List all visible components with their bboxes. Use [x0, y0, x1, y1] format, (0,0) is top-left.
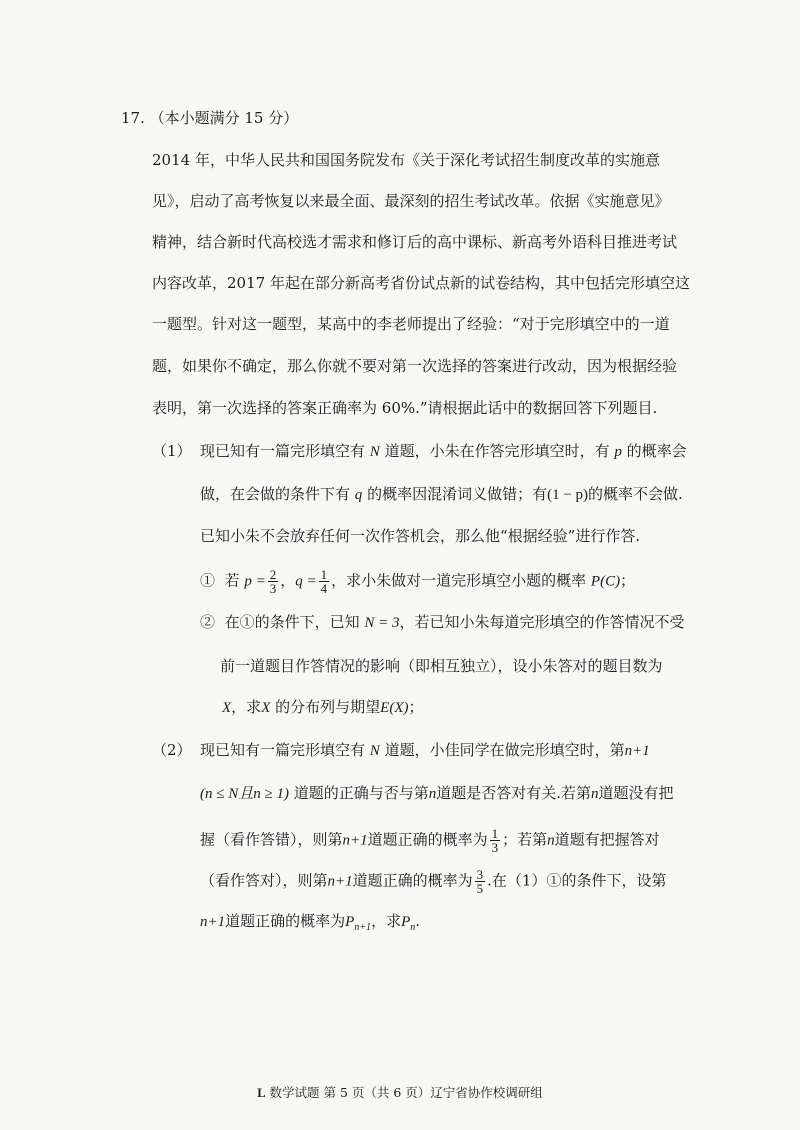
math-expr: E(X)	[380, 700, 409, 716]
problem-header: 17. （本小题满分 15 分）	[121, 109, 299, 127]
math-expr: (1 − p)	[547, 487, 589, 503]
part-2-line-2	[200, 783, 674, 804]
part-2-label: （2）	[152, 741, 192, 759]
numerator: 1	[320, 567, 328, 582]
math-expr: n+1	[200, 914, 226, 930]
text: ；	[408, 698, 424, 716]
part-2-line-3	[200, 827, 660, 854]
var-p: p	[614, 444, 622, 460]
var-N: N	[369, 743, 380, 759]
part-1-label: （1）	[152, 442, 192, 460]
text: ，若已知小朱每道完形填空的作答情况不受	[399, 613, 685, 631]
text: 道题正确的概率为	[225, 912, 346, 930]
subscript: n	[410, 922, 416, 933]
var-n: n	[591, 786, 599, 802]
part-1-line-1	[200, 441, 687, 462]
text: .	[415, 912, 421, 930]
numerator: 3	[476, 867, 484, 882]
circled-marker: ②	[200, 613, 216, 631]
text: .在（1）①的条件下，设第	[487, 871, 667, 890]
page-footer	[0, 1083, 800, 1101]
math-expr: n+1	[327, 873, 353, 890]
text: 道题有把握答对	[554, 830, 660, 849]
var-n: n	[547, 832, 555, 849]
sub-question-1	[200, 568, 635, 595]
text: 道题是否答对有关.若第	[436, 784, 592, 802]
intro-line: 2014 年，中华人民共和国国务院发布《关于深化考试招生制度改革的实施意	[152, 151, 660, 169]
math-expr: P(C)	[590, 573, 621, 590]
part-1-line-2	[200, 484, 683, 505]
text: 道题没有把	[598, 784, 674, 802]
intro-line: 题，如果你不确定，那么你就不要对第一次选择的答案进行改动，因为根据经验	[152, 357, 678, 375]
text: 道题，小佳同学在做完形填空时，第	[384, 741, 625, 759]
text: 的概率因混淆词义做错；有	[367, 485, 548, 503]
denominator: 3	[491, 840, 499, 855]
numerator: 1	[491, 826, 499, 841]
text: 现已知有一篇完形填空有	[200, 442, 366, 460]
text: ，求小朱做对一道完形填空小题的概率	[331, 571, 587, 590]
var-P: P	[345, 914, 355, 930]
text: 道题正确的概率为	[352, 871, 473, 890]
fraction	[475, 868, 486, 895]
intro-line: 精神，结合新时代高校选才需求和修订后的高中课标、新高考外语科目推进考试	[152, 233, 678, 251]
numerator: 2	[269, 567, 277, 582]
var-n: n	[428, 786, 437, 802]
text: （看作答对），则第	[200, 871, 328, 890]
var-X: X	[222, 700, 232, 716]
text: 的分布列与期望	[275, 698, 381, 716]
text: 道题，小朱在作答完形填空时，有	[384, 442, 610, 460]
part-1-line-3: 已知小朱不会放弃任何一次作答机会，那么他“根据经验”进行作答.	[200, 527, 641, 545]
text: 的概率不会做.	[588, 485, 683, 503]
footer-text: 数学试题 第 5 页（共 6 页）辽宁省协作校调研组	[265, 1085, 543, 1100]
var-q: q	[354, 487, 363, 503]
sub-question-2-line-1	[200, 612, 685, 633]
text: ，求	[371, 912, 402, 930]
text: 若	[224, 571, 240, 590]
text: 做，在会做的条件下有	[200, 485, 351, 503]
math-expr: (n ≤ N且n ≥ 1)	[200, 786, 289, 802]
sub-question-2-line-3	[222, 697, 424, 718]
text: ；若第	[502, 830, 548, 849]
denominator: 3	[269, 581, 277, 596]
math-expr: n+1	[342, 832, 368, 849]
var-N: N	[369, 444, 380, 460]
math-expr: n+1	[624, 743, 650, 759]
fraction	[490, 827, 501, 854]
sub-question-2-line-2: 前一道题目作答情况的影响（即相互独立），设小朱答对的题目数为	[220, 657, 663, 675]
text: 道题正确的概率为	[367, 830, 488, 849]
part-2-line-1	[200, 740, 650, 761]
denominator: 5	[476, 881, 484, 896]
intro-line: 一题型。针对这一题型，某高中的李老师提出了经验：“对于完形填空中的一道	[152, 315, 670, 333]
denominator: 4	[320, 581, 328, 596]
fraction	[268, 568, 279, 595]
fraction	[319, 568, 330, 595]
var-X: X	[261, 700, 271, 716]
math-expr: p =	[244, 573, 266, 590]
var-P: P	[401, 914, 411, 930]
text: 握（看作答错），则第	[200, 830, 343, 849]
footer-letter: L	[257, 1086, 266, 1100]
text: 现已知有一篇完形填空有	[200, 741, 366, 759]
part-2-line-5	[200, 911, 420, 938]
circled-marker: ①	[200, 571, 216, 590]
text: ，求	[231, 698, 262, 716]
intro-line: 内容改革，2017 年起在部分新高考省份试点新的试卷结构，其中包括完形填空这	[152, 274, 690, 292]
text: ，	[280, 571, 296, 590]
text: 道题的正确与否与第	[293, 784, 429, 802]
text: ；	[620, 571, 636, 590]
math-expr: q =	[295, 573, 317, 590]
intro-line: 见》，启动了高考恢复以来最全面、最深刻的招生考试改革。依据《实施意见》	[152, 192, 670, 210]
math-expr: N = 3	[364, 615, 400, 631]
intro-line: 表明，第一次选择的答案正确率为 60%.”请根据此话中的数据回答下列题目.	[152, 399, 658, 417]
subscript: n+1	[354, 922, 372, 933]
text: 在①的条件下，已知	[224, 613, 360, 631]
text: 的概率会	[626, 442, 687, 460]
part-2-line-4	[200, 868, 666, 895]
